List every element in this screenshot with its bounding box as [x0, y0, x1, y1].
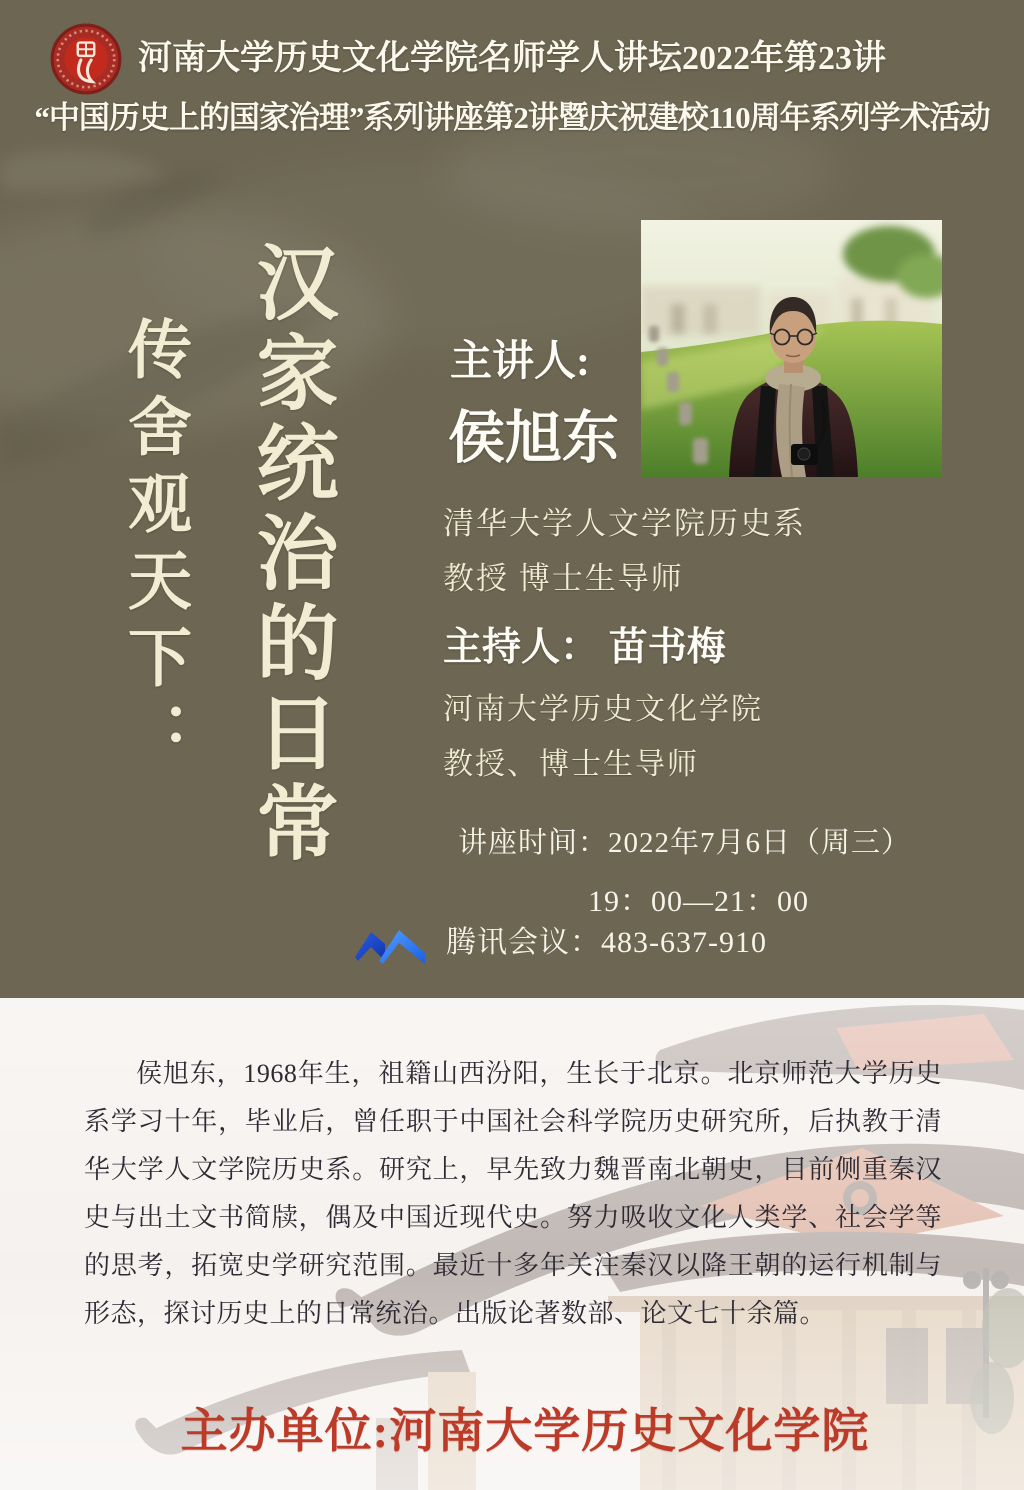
speaker-label: 主讲人:	[450, 339, 590, 385]
lecture-hours: 19：00—21：00	[588, 885, 809, 918]
vertical-title-sub: 传舍观天下：	[119, 316, 190, 778]
speaker-photo	[641, 220, 942, 477]
meeting-row	[352, 914, 767, 964]
meeting-id: 腾讯会议：483-637-910	[446, 926, 767, 959]
speaker-affiliation: 清华大学人文学院历史系	[443, 506, 806, 541]
vertical-title-main: 汉家统治的日常	[245, 240, 336, 870]
host-title: 教授、博士生导师	[443, 748, 699, 781]
speaker-bio: 侯旭东，1968年生，祖籍山西汾阳，生长于北京。北京师范大学历史系学习十年，毕业后，曾任职于中国社会科学院历史研究所，后执教于清华大学人文学院历史系。研究上，早先致力魏晋南北朝史，目前侧重秦汉史与出土文书简牍，偶及中国近现代史。努力吸收文化人类学、社会学等的思考，拓宽史学研究范围。最近十多年关注秦汉以降王朝的运行机制与形态，探讨历史上的日常统治。出版论著数部、论文七十余篇。	[84, 1059, 942, 1328]
bottom-section	[0, 998, 1024, 1490]
organizer-line: 主办单位:河南大学历史文化学院	[180, 1406, 870, 1458]
tencent-meeting-icon	[352, 914, 428, 964]
host-label: 主持人： 苗书梅	[443, 626, 726, 669]
lecture-time: 讲座时间：2022年7月6日（周三）	[458, 827, 912, 859]
header-line1: 河南大学历史文化学院名师学人讲坛2022年第23讲	[138, 40, 886, 77]
host-affiliation: 河南大学历史文化学院	[443, 693, 763, 726]
header-line2: “中国历史上的国家治理”系列讲座第2讲暨庆祝建校110周年系列学术活动	[34, 100, 990, 135]
speaker-name: 侯旭东	[448, 407, 619, 470]
speaker-title: 教授 博士生导师	[443, 561, 684, 596]
